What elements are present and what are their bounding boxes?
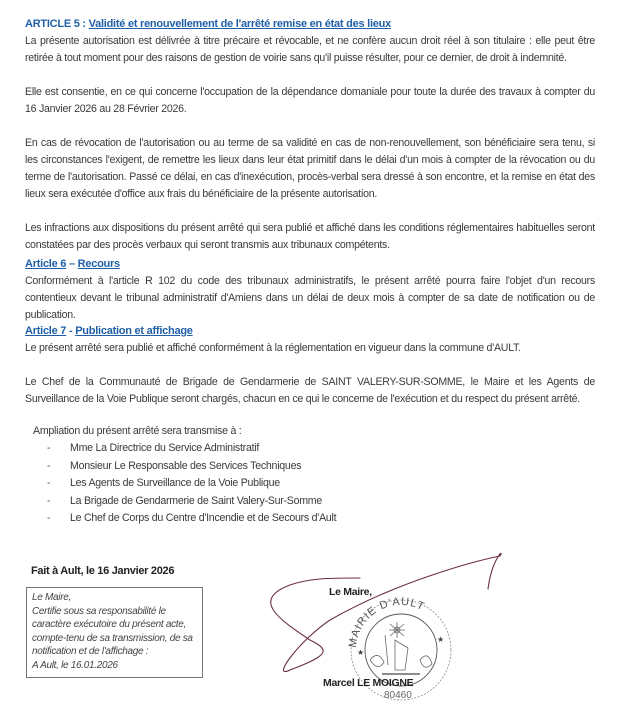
recipient-item: [47, 510, 336, 528]
stamp-bottom-text: 80460: [384, 690, 412, 701]
dash-bullet: -: [47, 477, 51, 489]
certification-line: A Ault, le 16.01.2026: [32, 659, 118, 671]
certification-line: caractère exécutoire du présent acte,: [32, 619, 186, 630]
article-5-paragraph: Les infractions aux dispositions du présent arrêté qui sera publié et affiché dans les conditions réglementaires habituelles seront constatées par des procès verbaux qui seront transmis aux tribunaux compétents.: [25, 222, 595, 251]
star-icon: ★: [357, 648, 365, 657]
article-7-paragraph: Le présent arrêté sera publié et affiché conformément à la réglementation en vigueur dans la commune d'AULT.: [25, 342, 521, 354]
certification-line: notification et de l'affichage :: [32, 646, 149, 657]
article-6-separator: –: [66, 258, 78, 270]
article-5-heading: [25, 16, 595, 33]
article-6: [25, 256, 595, 324]
recipient-item: [47, 440, 336, 458]
article-5-label: ARTICLE 5 :: [25, 18, 89, 30]
recipient-name: Monsieur Le Responsable des Services Techniques: [70, 459, 302, 472]
article-7-label: Article 7: [25, 325, 67, 337]
stamp-emblem: [370, 622, 432, 674]
recipients-list: [47, 440, 336, 528]
dash-bullet: -: [47, 442, 51, 454]
article-7: [25, 323, 595, 408]
recipient-item: [47, 458, 336, 476]
article-5: [25, 16, 595, 254]
article-5-paragraph: Elle est consentie, en ce qui concerne l'occupation de la dépendance domaniale pour toute la durée des travaux à compter du 16 Janvier 2026 au 28 Février 2026.: [25, 86, 595, 115]
article-6-label: Article 6: [25, 258, 67, 270]
mayor-label: Le Maire,: [329, 586, 372, 598]
recipient-name: La Brigade de Gendarmerie de Saint Valery-Sur-Somme: [70, 494, 323, 507]
star-icon: ★: [437, 635, 445, 644]
article-7-heading: [25, 323, 595, 340]
certification-box: [26, 587, 203, 678]
fait-a-date: Fait à Ault, le 16 Janvier 2026: [31, 565, 175, 577]
dash-bullet: -: [47, 459, 51, 472]
stamp-inner-ring: [365, 614, 437, 686]
article-7-title: Publication et affichage: [75, 325, 193, 337]
certification-line: Certifie sous sa responsabilité le: [32, 605, 166, 617]
ampliation-intro: Ampliation du présent arrêté sera transmise à :: [33, 425, 242, 437]
article-7-separator: -: [66, 325, 76, 337]
dash-bullet: -: [47, 512, 51, 524]
article-6-title: Recours: [77, 258, 120, 270]
dash-bullet: -: [47, 494, 51, 507]
article-6-heading: [25, 256, 595, 273]
article-7-paragraph: Le Chef de la Communauté de Brigade de Gendarmerie de SAINT VALERY-SUR-SOMME, le Maire et les Agents de Surveillance de la Voie Publique seront chargés, chacun en ce qui le concerne de l'exécution et du respect du présent arrêté.: [25, 376, 595, 405]
article-5-title: Validité et renouvellement de l'arrêté remise en état des lieux: [88, 18, 391, 30]
recipient-name: Mme La Directrice du Service Administratif: [70, 442, 260, 454]
recipient-name: Le Chef de Corps du Centre d'Incendie et de Secours d'Ault: [70, 512, 337, 524]
certification-line: Le Maire,: [32, 592, 71, 603]
mayor-name: Marcel LE MOIGNE: [323, 677, 414, 689]
recipient-item: [47, 475, 336, 493]
article-5-paragraph: La présente autorisation est délivrée à titre précaire et révocable, et ne confère aucun droit réel à son titulaire : elle peut être retirée à tout moment pour des raisons de gestion de voirie sans qu'il puisse résulter, pour ce dernier, de droit à indemnité.: [25, 35, 595, 64]
recipient-item: [47, 493, 336, 511]
stamp-top-text: MAIRIE D'AULT: [346, 595, 427, 649]
article-6-paragraph: Conformément à l'article R 102 du code des tribunaux administratifs, le présent arrêté pourra faire l'objet d'un recours contentieux devant le tribunal administratif d'Amiens dans un délai de deux mois à compter de sa date de notification ou de publication.: [25, 275, 595, 321]
recipient-name: Les Agents de Surveillance de la Voie Publique: [70, 477, 280, 489]
article-5-paragraph: En cas de révocation de l'autorisation ou au terme de sa validité en cas de non-renouvellement, son bénéficiaire sera tenu, si les circonstances l'exigent, de remettre les lieux dans leur état primitif dans le délai d'un mois à compter de la révocation ou du terme de l'autorisation. Passé ce délai, en cas d'inexécution, procès-verbal sera dressé à son encontre, et la remise en état des lieux sera exécutée d'office aux frais du bénéficiaire de la présente autorisation.: [25, 137, 595, 200]
certification-line: compte-tenu de sa transmission, de sa: [32, 632, 193, 644]
